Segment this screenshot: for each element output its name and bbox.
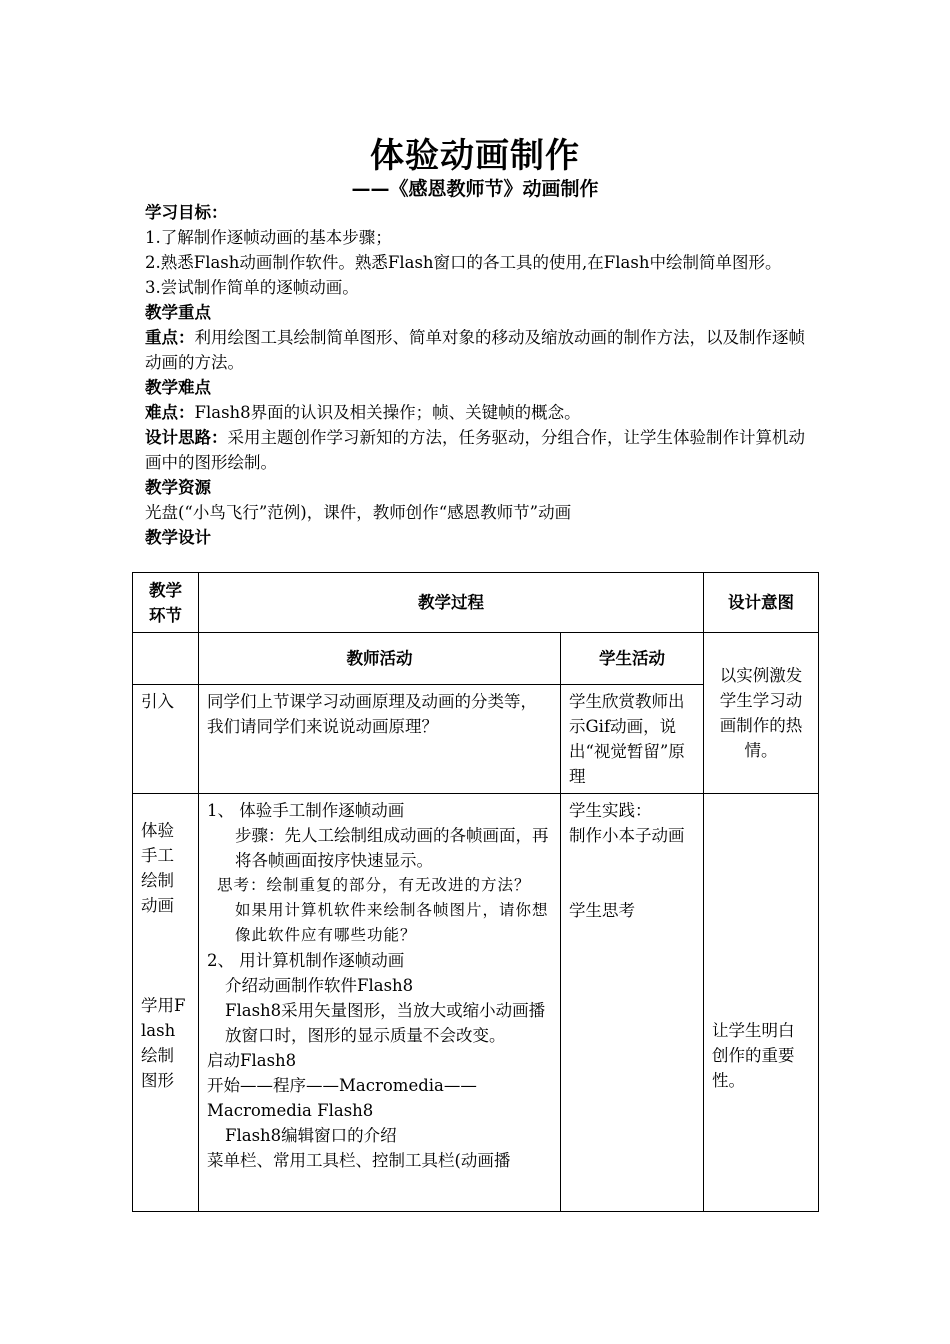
- student-cell-2: [561, 794, 704, 1212]
- teacher-step1-desc: 步骤：先人工绘制组成动画的各帧画面，再将各帧画面按序快速显示。: [235, 826, 549, 870]
- intent-cell-2: [704, 794, 819, 1212]
- teacher-imagine: 如果用计算机软件来绘制各帧图片，请你想像此软件应有哪些功能？: [235, 901, 549, 944]
- intent-intro: 以实例激发学生学习动画制作的热情。: [704, 633, 819, 794]
- header-stage: 教学环节: [133, 573, 199, 633]
- teacher-menubar: 菜单栏、常用工具栏、控制工具栏(动画播: [207, 1151, 511, 1170]
- intent-creation: 让学生明白创作的重要性。: [712, 1021, 795, 1090]
- objective-item: 2.熟悉Flash动画制作软件。熟悉Flash窗口的各工具的使用,在Flash中绘制简单图形。: [145, 253, 782, 272]
- page-title: 体验动画制作: [370, 136, 580, 176]
- teacher-step2: 2、 用计算机制作逐帧动画: [207, 951, 405, 970]
- student-practice: 学生实践：: [569, 801, 652, 820]
- teacher-intro: 同学们上节课学习动画原理及动画的分类等，我们请同学们来说说动画原理？: [199, 685, 561, 794]
- stage-flash-drawing: 学用Flash绘制图形: [141, 996, 186, 1090]
- teacher-flash-vector: Flash8采用矢量图形，当放大或缩小动画播放窗口时，图形的显示质量不会改变。: [225, 1001, 546, 1045]
- idea-label: 设计思路：: [145, 428, 228, 447]
- key-heading: 教学重点: [145, 303, 211, 322]
- difficulty-heading: 教学难点: [145, 378, 211, 397]
- objective-item: 1.了解制作逐帧动画的基本步骤；: [145, 228, 392, 247]
- stage-intro: 引入: [133, 685, 199, 794]
- teacher-window-intro: Flash8编辑窗口的介绍: [225, 1126, 397, 1145]
- resources-heading: 教学资源: [145, 478, 211, 497]
- idea-text: 采用主题创作学习新知的方法，任务驱动，分组合作，让学生体验制作计算机动画中的图形绘制。: [145, 428, 805, 472]
- student-think: 学生思考: [569, 901, 635, 920]
- difficulty-label: 难点：: [145, 403, 195, 422]
- header-intent: 设计意图: [704, 573, 819, 633]
- stage-cell-2: [133, 794, 199, 1212]
- header-process: 教学过程: [199, 573, 704, 633]
- header-teacher: 教师活动: [199, 633, 561, 685]
- difficulty-text: Flash8界面的认识及相关操作；帧、关键帧的概念。: [194, 403, 581, 422]
- student-make-book: 制作小本子动画: [569, 826, 685, 845]
- teacher-think: 思考：绘制重复的部分，有无改进的方法？: [217, 876, 531, 894]
- design-heading: 教学设计: [145, 528, 211, 547]
- teacher-flash-intro: 介绍动画制作软件Flash8: [225, 976, 414, 995]
- idea-paragraph: [145, 425, 815, 475]
- header-student: 学生活动: [561, 633, 704, 685]
- objective-item: 3.尝试制作简单的逐帧动画。: [145, 278, 359, 297]
- lesson-design-table: [132, 572, 819, 1212]
- page-subtitle: ——《感恩教师节》动画制作: [351, 178, 599, 200]
- resources-text: 光盘(“小鸟飞行”范例)，课件，教师创作“感恩教师节”动画: [145, 503, 572, 522]
- stage-hand-drawing: 体验手工绘制动画: [141, 821, 174, 915]
- teacher-cell-2: [199, 794, 561, 1212]
- teacher-step1: 1、 体验手工制作逐帧动画: [207, 801, 405, 820]
- teacher-launch-path: 开始——程序——Macromedia——Macromedia Flash8: [207, 1076, 477, 1120]
- key-label: 重点：: [145, 328, 195, 347]
- objectives-heading: 学习目标：: [145, 203, 228, 222]
- student-intro: 学生欣赏教师出示Gif动画，说出“视觉暂留”原理: [561, 685, 704, 794]
- document-body: [145, 200, 815, 550]
- key-text: 利用绘图工具绘制简单图形、简单对象的移动及缩放动画的制作方法，以及制作逐帧动画的方法。: [145, 328, 805, 372]
- teacher-launch: 启动Flash8: [207, 1051, 297, 1070]
- empty-cell: [133, 633, 199, 685]
- key-paragraph: [145, 325, 815, 375]
- difficulty-paragraph: [145, 400, 815, 425]
